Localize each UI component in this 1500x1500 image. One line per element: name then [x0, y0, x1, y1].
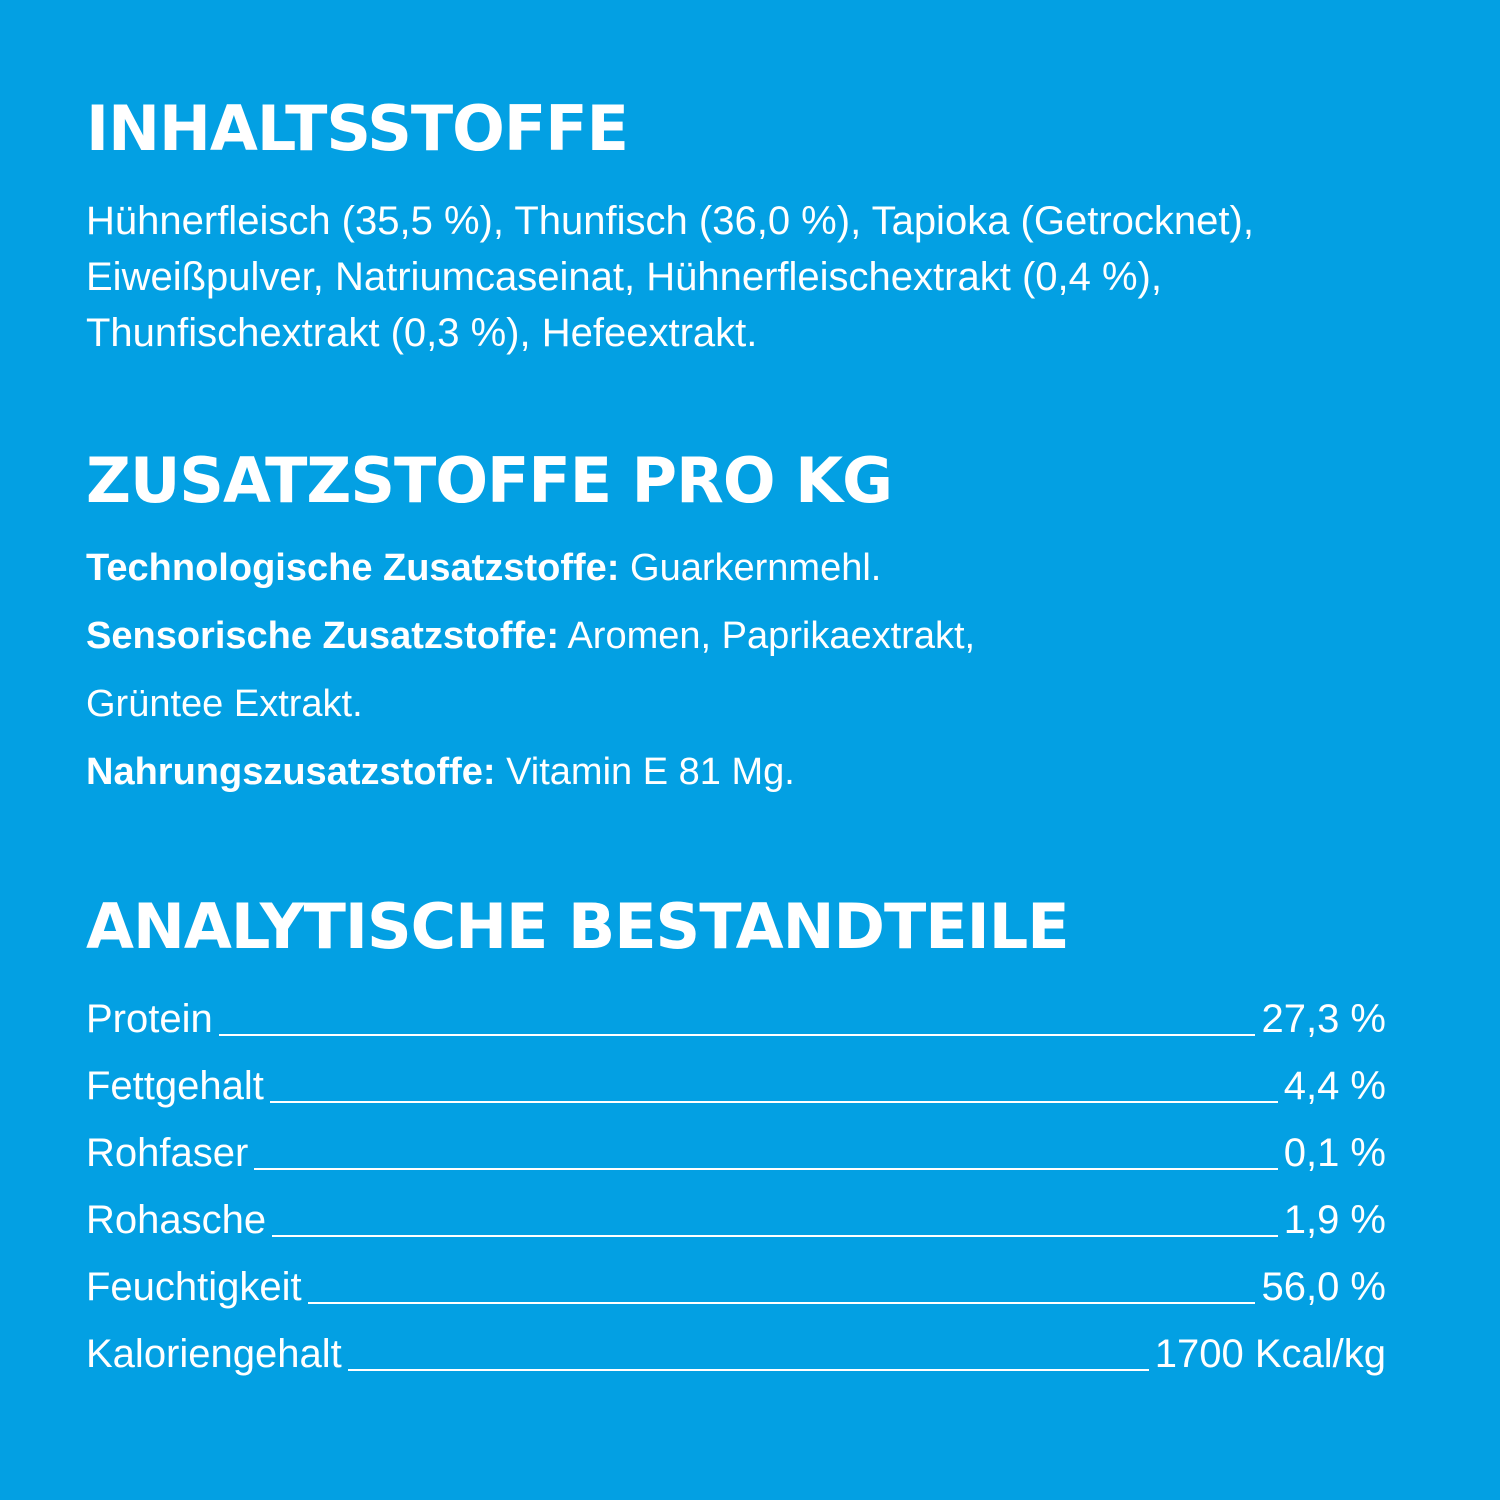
- additive-technological-label: Technologische Zusatzstoffe:: [86, 547, 620, 589]
- analysis-row-value: 56,0 %: [1261, 1265, 1386, 1309]
- analysis-row-value: 0,1 %: [1283, 1131, 1386, 1175]
- additive-sensory-value: Aromen, Paprikaextrakt,: [559, 615, 976, 657]
- leader-line: [270, 1101, 1278, 1103]
- ingredients-heading: INHALTSSTOFFE: [86, 92, 628, 165]
- ingredients-line: Eiweißpulver, Natriumcaseinat, Hühnerfleischextrakt (0,4 %),: [86, 255, 1162, 299]
- leader-line: [254, 1168, 1277, 1170]
- leader-line: [219, 1034, 1256, 1036]
- analysis-row-name: Rohfaser: [86, 1131, 249, 1175]
- analysis-row-name: Kaloriengehalt: [86, 1332, 342, 1376]
- analysis-row-name: Protein: [86, 997, 213, 1041]
- additive-nutritional-label: Nahrungszusatzstoffe:: [86, 751, 496, 793]
- ingredients-line: Thunfischextrakt (0,3 %), Hefeextrakt.: [86, 311, 758, 355]
- leader-line: [308, 1302, 1256, 1304]
- analysis-heading: ANALYTISCHE BESTANDTEILE: [86, 890, 1069, 963]
- analysis-row-name: Fettgehalt: [86, 1064, 264, 1108]
- analysis-row: [86, 1198, 1386, 1248]
- analysis-row: [86, 1064, 1386, 1114]
- leader-line: [348, 1369, 1149, 1371]
- analysis-row-name: Rohasche: [86, 1198, 267, 1242]
- additive-technological-value: Guarkernmehl.: [619, 547, 882, 589]
- analysis-row-value: 4,4 %: [1283, 1064, 1386, 1108]
- additive-sensory-continuation: Grüntee Extrakt.: [86, 683, 363, 725]
- additive-nutritional: [86, 748, 795, 796]
- analysis-row-value: 1,9 %: [1283, 1198, 1386, 1242]
- additive-sensory-label: Sensorische Zusatzstoffe:: [86, 615, 559, 657]
- analysis-row-value: 27,3 %: [1261, 997, 1386, 1041]
- additives-heading: ZUSATZSTOFFE PRO KG: [86, 444, 893, 517]
- analysis-row: [86, 1131, 1386, 1181]
- analysis-row: [86, 997, 1386, 1047]
- ingredients-line: Hühnerfleisch (35,5 %), Thunfisch (36,0 %), Tapioka (Getrocknet),: [86, 199, 1254, 243]
- analysis-row: [86, 1332, 1386, 1382]
- additive-sensory: [86, 612, 975, 660]
- leader-line: [272, 1235, 1278, 1237]
- analysis-row-name: Feuchtigkeit: [86, 1265, 302, 1309]
- additive-technological: [86, 544, 881, 592]
- analysis-row-value: 1700 Kcal/kg: [1154, 1332, 1386, 1376]
- additive-nutritional-value: Vitamin E 81 Mg.: [495, 751, 795, 793]
- analysis-row: [86, 1265, 1386, 1315]
